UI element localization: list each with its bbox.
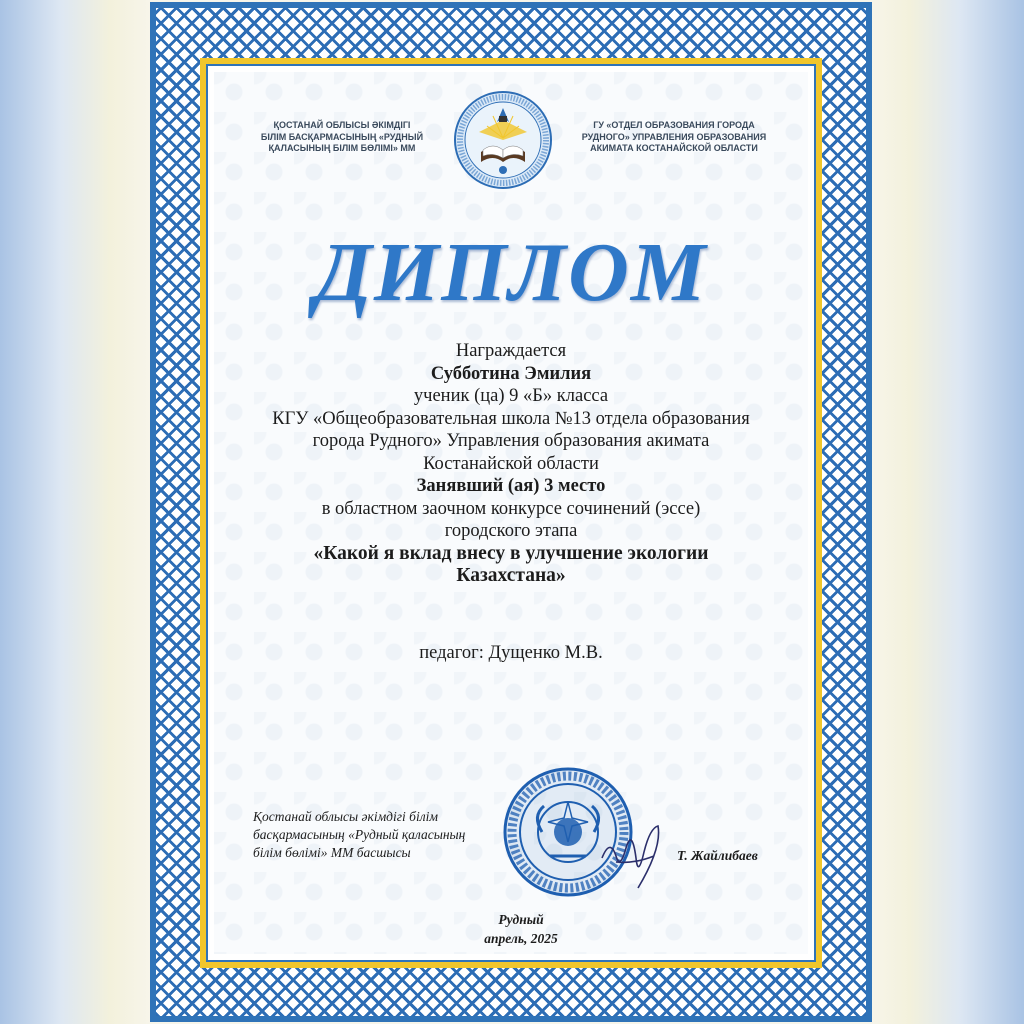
recipient-name: Субботина Эмилия [430,363,592,384]
issue-date: апрель, 2025 [484,931,558,946]
header-left-line: ҚОСТАНАЙ ОБЛЫСЫ ӘКІМДІГІ [273,120,411,130]
header-right-russian [574,120,774,155]
signatory-title [253,808,513,862]
award-text [220,340,802,664]
signatory-line: білім бөлімі» ММ басшысы [253,845,411,860]
school-line: города Рудного» Управления образования акимата [312,431,710,451]
signature-icon [598,818,668,894]
school-line: Костанайской области [423,453,599,474]
education-emblem-icon [453,90,553,190]
teacher-name: педагог: Дущенко М.В. [419,642,603,663]
city: Рудный [498,912,544,927]
awarded-label: Награждается [455,341,567,361]
essay-theme-line: «Какой я вклад внесу в улучшение экологии [313,542,709,564]
signatory-line: басқармасының «Рудный қаласының [253,827,466,842]
signatory-line: Қостанай облысы әкімдігі білім [253,809,438,824]
contest-line: городского этапа [444,521,578,541]
header-left-line: ҚАЛАСЫНЫҢ БІЛІМ БӨЛІМІ» ММ [268,143,416,154]
student-class: ученик (ца) 9 «Б» класса [413,386,609,406]
header-right-line: РУДНОГО» УПРАВЛЕНИЯ ОБРАЗОВАНИЯ [581,131,767,142]
signer-name: Т. Жайлибаев [677,848,758,863]
header-left-kazakh [242,120,442,155]
header-right-line: ГУ «ОТДЕЛ ОБРАЗОВАНИЯ ГОРОДА [593,120,755,130]
header-right-line: АКИМАТА КОСТАНАЙСКОЙ ОБЛАСТИ [590,143,758,154]
contest-line: в областном заочном конкурсе сочинений (эссе) [321,498,701,519]
header-left-line: БІЛІМ БАСҚАРМАСЫНЫҢ «РУДНЫЙ [260,131,424,142]
diploma-title: ДИПЛОМ [314,226,708,319]
place-and-date [150,910,892,948]
essay-theme-line: Казахстана» [456,565,566,586]
place-awarded: Занявший (ая) 3 место [416,476,606,496]
diploma-content [150,2,872,1022]
school-line: КГУ «Общеобразовательная школа №13 отдела образования [272,408,750,429]
